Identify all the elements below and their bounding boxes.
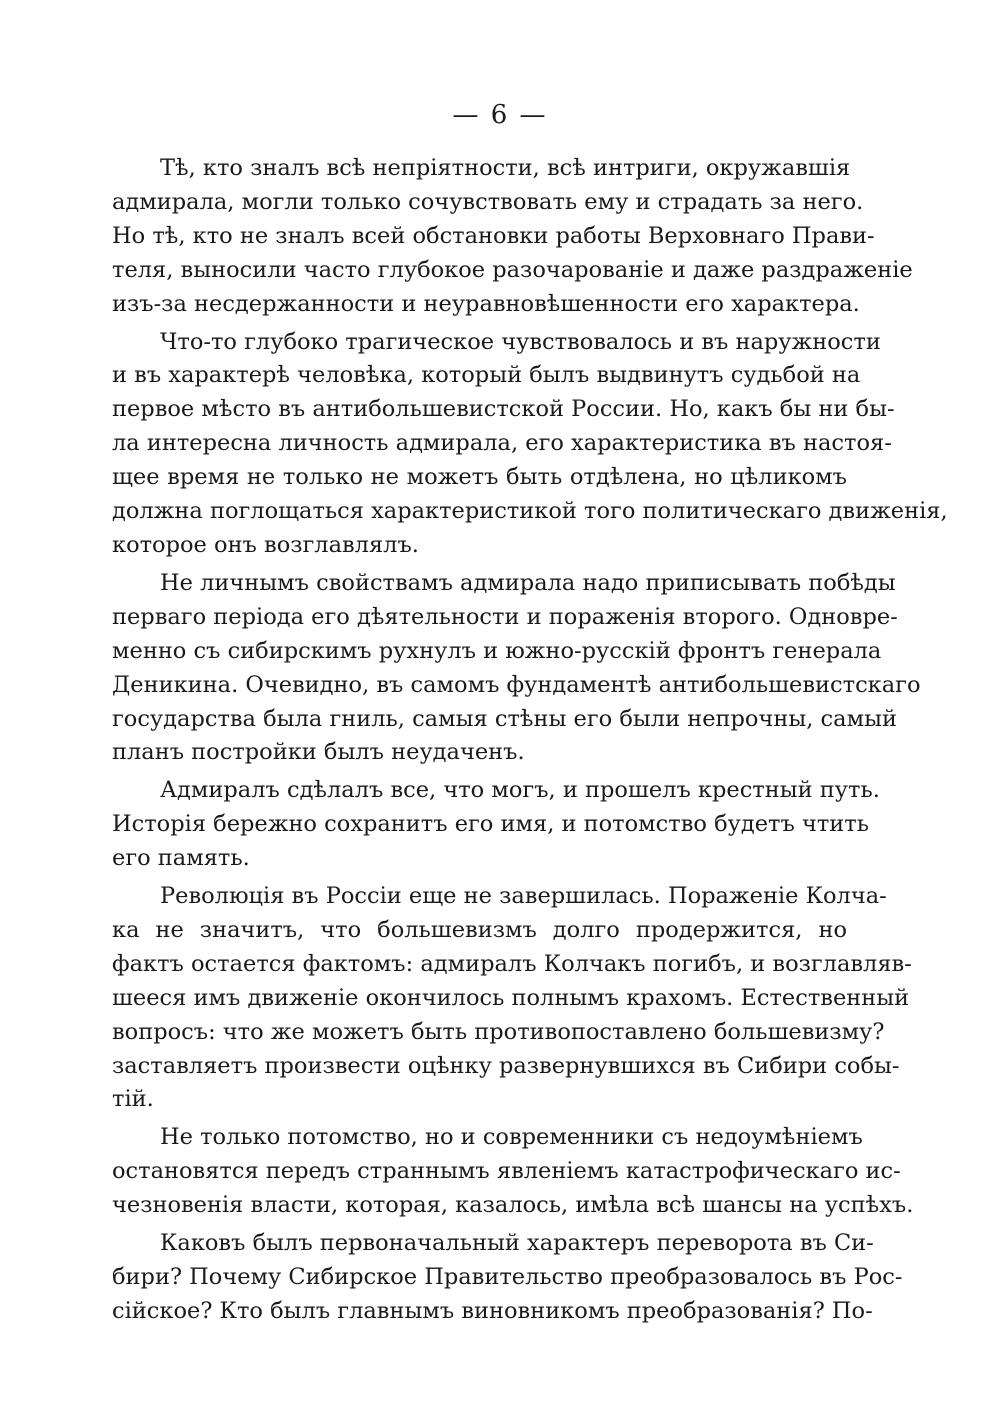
text-line: Не только потомство, но и современники съ недоумѣніемъ (160, 1124, 863, 1151)
text-line: Тѣ, кто зналъ всѣ непріятности, всѣ интриги, окружавшія (160, 155, 851, 181)
text-line: государства была гниль, самыя стѣны его были непрочны, самый (112, 705, 897, 732)
text-line: адмирала, могли только сочувствовать ему и страдать за него. (112, 188, 864, 215)
text-line: теля, выносили часто глубокое разочарованіе и даже раздраженіе (112, 256, 913, 283)
text-line: перваго періода его дѣятельности и пораженія второго. Одновре- (112, 603, 898, 630)
text-line: и въ характерѣ человѣка, который былъ выдвинутъ судьбой на (112, 362, 861, 389)
paragraph-2 (112, 326, 948, 563)
text-line: фактъ остается фактомъ: адмиралъ Колчакъ погибъ, и возглавляв- (112, 950, 912, 977)
text-line: его память. (112, 845, 250, 872)
text-line: планъ постройки былъ неудаченъ. (112, 739, 525, 766)
text-line: которое онъ возглавлялъ. (112, 531, 419, 558)
text-line: заставляетъ произвести оцѣнку развернувшихся въ Сибири собы- (112, 1052, 900, 1079)
text-line: чезновенія власти, которая, казалось, имѣла всѣ шансы на успѣхъ. (112, 1192, 914, 1219)
text-line: Не личнымъ свойствамъ адмирала надо приписывать побѣды (160, 569, 896, 596)
text-line: вопросъ: что же можетъ быть противопоставлено большевизму? (112, 1018, 885, 1045)
body-text (112, 152, 948, 1333)
page-number: — 6 — (452, 100, 548, 130)
text-line: остановятся передъ страннымъ явленіемъ катастрофическаго ис- (112, 1158, 901, 1185)
text-line: тій. (112, 1086, 154, 1113)
text-line: менно съ сибирскимъ рухнулъ и южно-русскій фронтъ генерала (112, 637, 882, 664)
text-line: первое мѣсто въ антибольшевистской России. Но, какъ бы ни бы- (112, 396, 895, 423)
paragraph-1 (112, 152, 913, 322)
text-line: ка не значитъ, что большевизмъ долго продержится, но (112, 916, 847, 943)
paragraph-5 (112, 880, 912, 1117)
text-line: сійское? Кто былъ главнымъ виновникомъ преобразованія? По- (112, 1297, 873, 1324)
text-line: изъ-за несдержанности и неуравновѣшенности его характера. (112, 290, 860, 317)
text-line: Что-то глубоко трагическое чувствовалось и въ наружности (160, 328, 881, 355)
paragraph-3 (112, 567, 921, 770)
text-line: ла интересна личность адмирала, его характеристика въ настоя- (112, 430, 892, 457)
text-line: Адмиралъ сдѣлалъ все, что могъ, и прошелъ крестный путь. (160, 777, 880, 804)
paragraph-4 (112, 774, 880, 876)
text-line: щее время не только не можетъ быть отдѣлена, но цѣликомъ (112, 464, 847, 491)
text-line: Революція въ Россіи еще не завершилась. Пораженіе Колча- (160, 883, 887, 910)
text-line: шееся имъ движеніе окончилось полнымъ крахомъ. Естественный (112, 984, 910, 1011)
text-line: должна поглощаться характеристикой того политическаго движенія, (112, 498, 948, 525)
text-line: Исторія бережно сохранитъ его имя, и потомство будетъ чтить (112, 811, 869, 838)
paragraph-7 (112, 1227, 903, 1329)
text-line: Каковъ былъ первоначальный характеръ переворота въ Си- (160, 1230, 874, 1257)
text-line: Деникина. Очевидно, въ самомъ фундаментѣ антибольшевистскаго (112, 671, 921, 698)
text-line: Но тѣ, кто не зналъ всей обстановки работы Верховнаго Прави- (112, 222, 875, 249)
paragraph-6 (112, 1121, 914, 1223)
text-line: бири? Почему Сибирское Правительство преобразовалось въ Рос- (112, 1264, 903, 1290)
